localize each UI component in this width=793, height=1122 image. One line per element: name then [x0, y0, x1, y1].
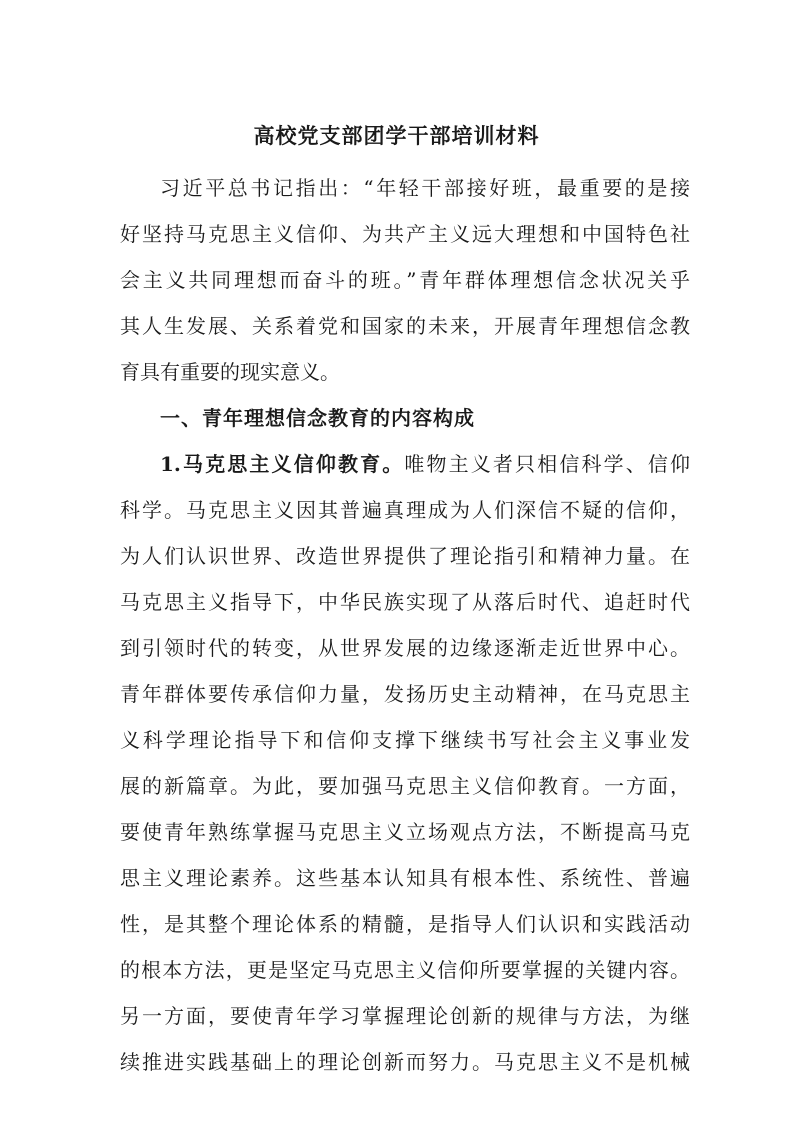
item1-line-3: 马克思主义指导下，中华民族实现了从落后时代、追赶时代	[120, 590, 690, 614]
item1-line-11: 的根本方法，更是坚定马克思主义信仰所要掌握的关键内容。	[120, 958, 690, 982]
item1-line-7: 展的新篇章。为此，要加强马克思主义信仰教育。一方面，	[120, 774, 690, 798]
section-heading: 一、青年理想信念教育的内容构成	[160, 406, 475, 430]
item1-line-2: 为人们认识世界、改造世界提供了理论指引和精神力量。在	[120, 544, 690, 568]
intro-line-1: 习近平总书记指出：“年轻干部接好班，最重要的是接	[160, 176, 690, 200]
item1-line-8: 要使青年熟练掌握马克思主义立场观点方法，不断提高马克	[120, 820, 690, 844]
item1-line-13: 续推进实践基础上的理论创新而努力。马克思主义不是机械	[120, 1050, 690, 1074]
item1-line-4: 到引领时代的转变，从世界发展的边缘逐渐走近世界中心。	[120, 636, 690, 660]
item1-line-5: 青年群体要传承信仰力量，发扬历史主动精神，在马克思主	[120, 682, 690, 706]
document-title: 高校党支部团学干部培训材料	[253, 123, 540, 148]
item1-first-line-rest: 唯物主义者只相信科学、信仰	[404, 452, 690, 476]
item1-bold-lead: 1.马克思主义信仰教育。	[160, 452, 405, 476]
intro-line-5: 育具有重要的现实意义。	[120, 360, 340, 384]
item1-first-line	[160, 449, 690, 479]
intro-line-3: 会主义共同理想而奋斗的班。”青年群体理想信念状况关乎	[120, 268, 690, 292]
intro-line-2: 好坚持马克思主义信仰、为共产主义远大理想和中国特色社	[120, 222, 690, 246]
intro-line-4: 其人生发展、关系着党和国家的未来，开展青年理想信念教	[120, 314, 690, 338]
item1-line-9: 思主义理论素养。这些基本认知具有根本性、系统性、普遍	[120, 866, 690, 890]
item1-line-6: 义科学理论指导下和信仰支撑下继续书写社会主义事业发	[120, 728, 690, 752]
item1-line-1: 科学。马克思主义因其普遍真理成为人们深信不疑的信仰，	[120, 498, 690, 522]
item1-line-10: 性，是其整个理论体系的精髓，是指导人们认识和实践活动	[120, 912, 690, 936]
item1-line-12: 另一方面，要使青年学习掌握理论创新的规律与方法，为继	[120, 1004, 690, 1028]
